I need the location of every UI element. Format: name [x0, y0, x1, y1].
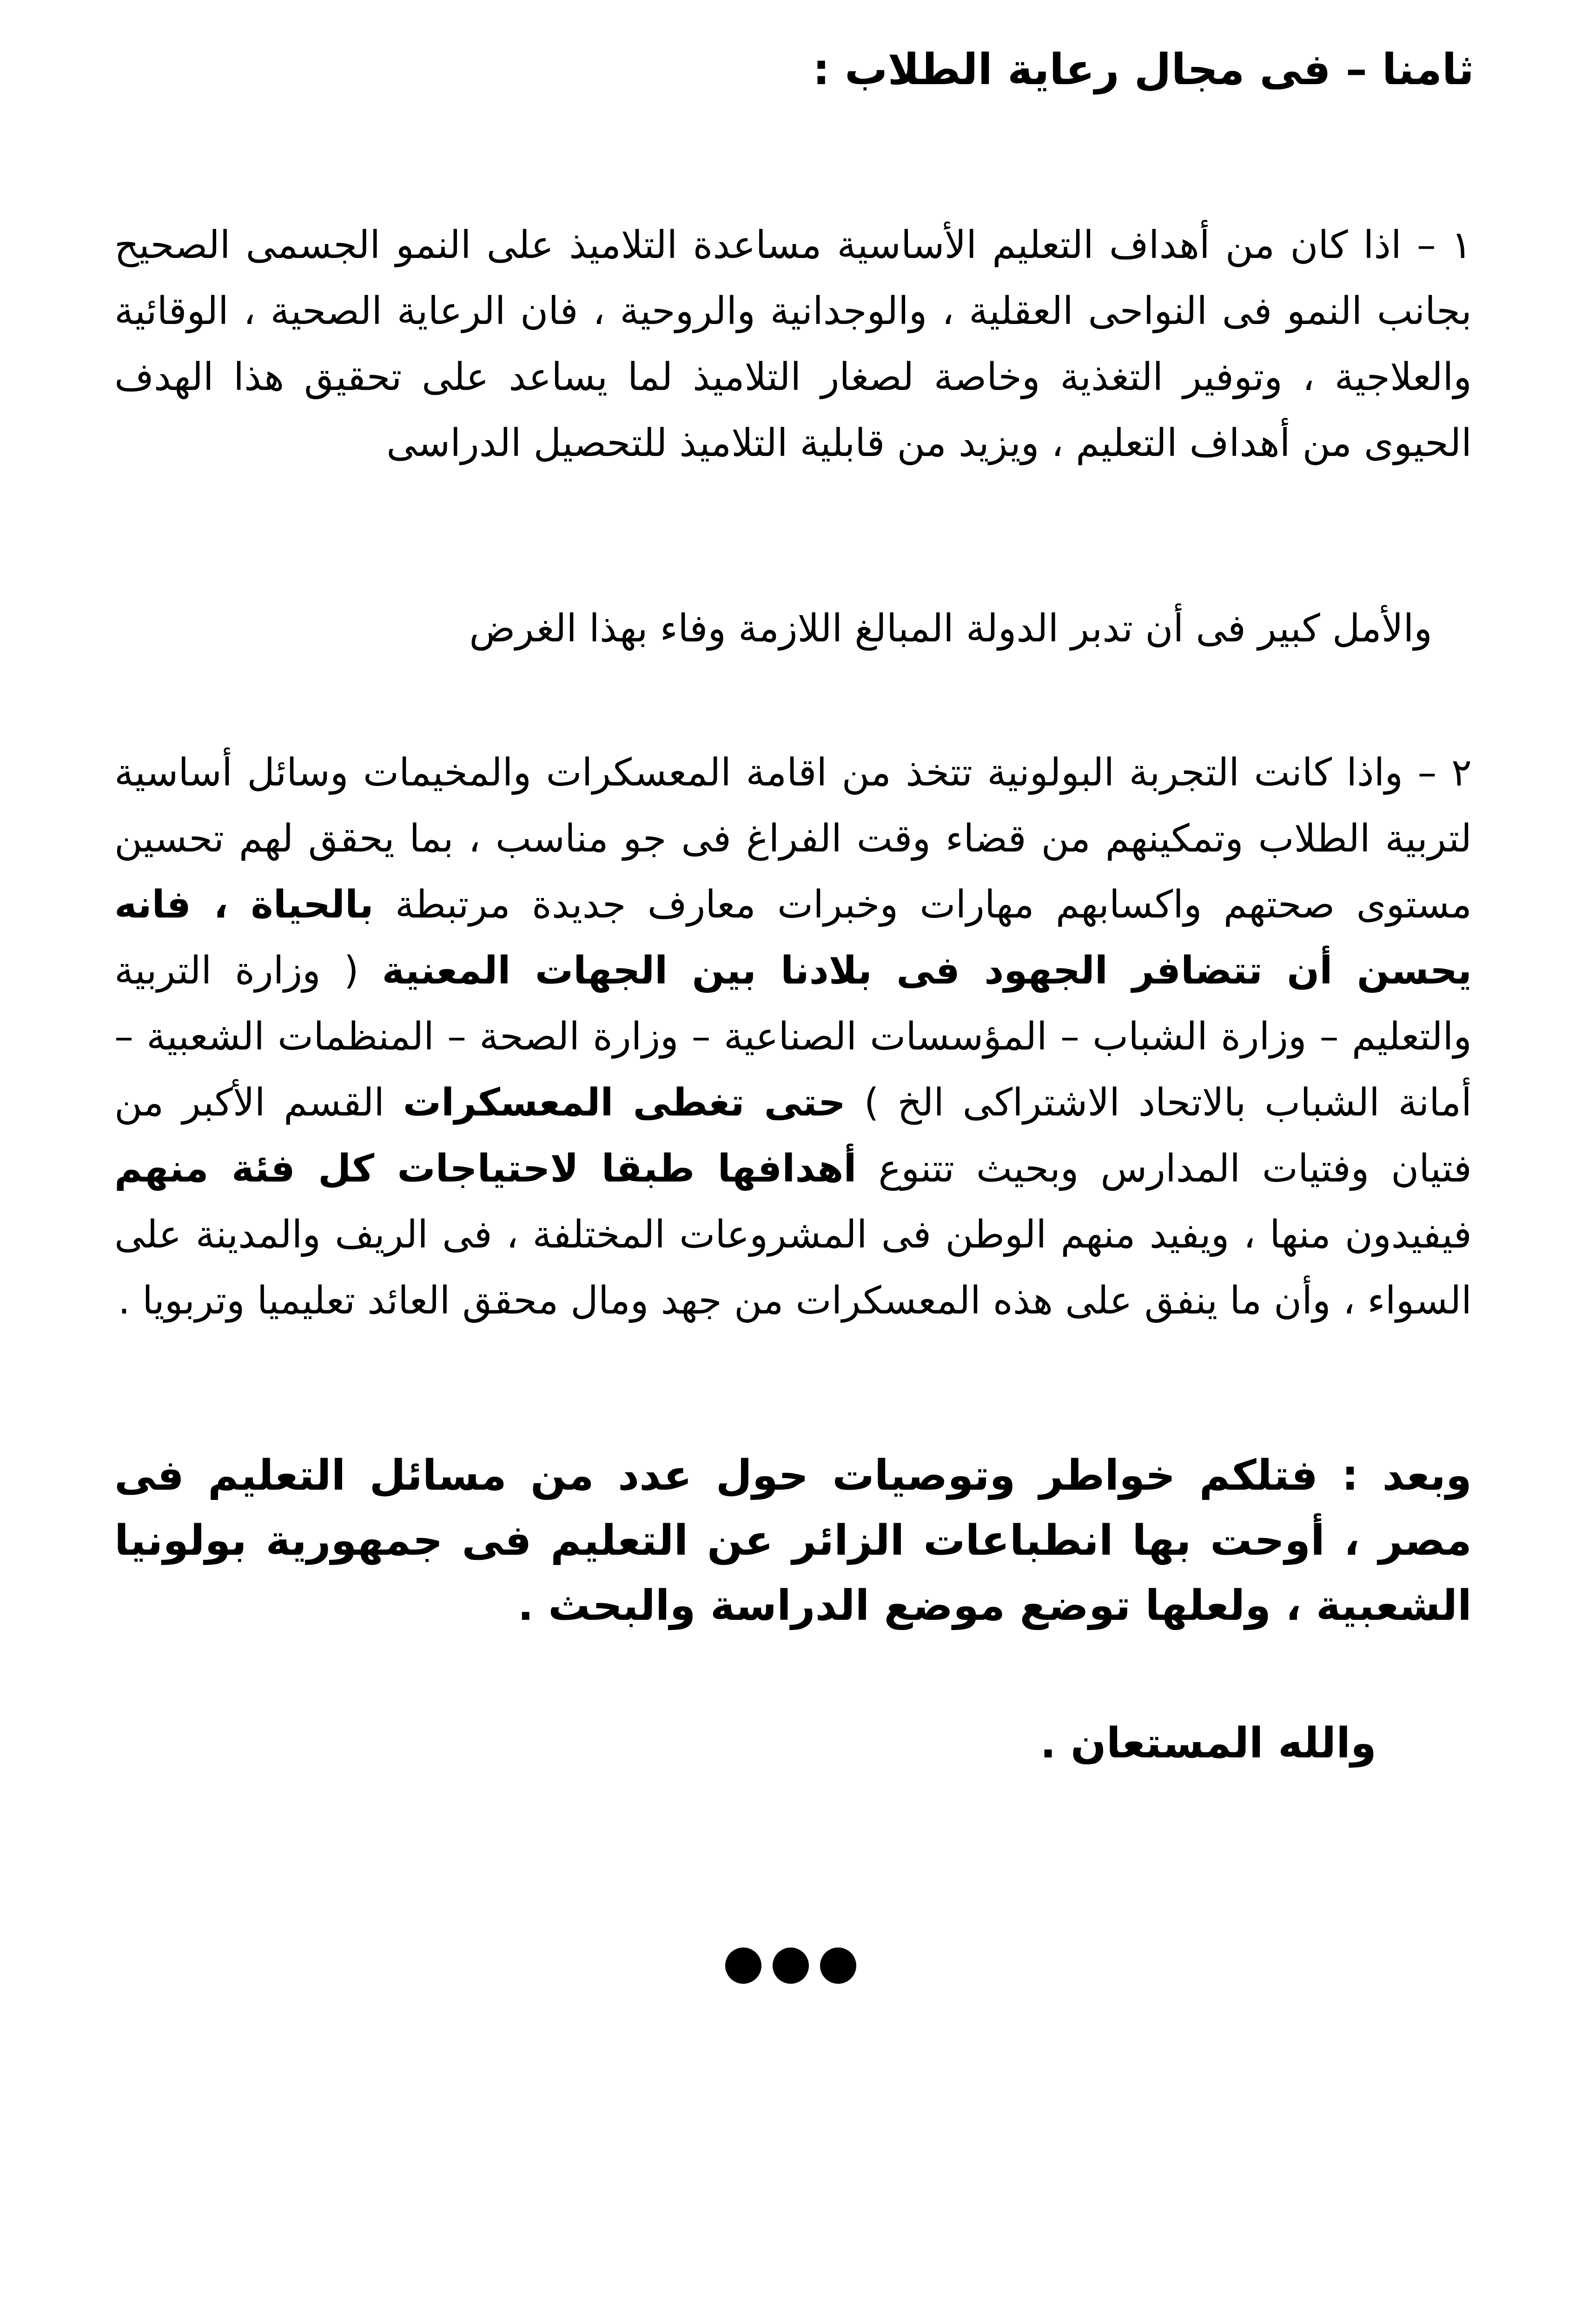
- paragraph-camps: [114, 740, 1472, 1334]
- camps-text-1: ٢ – واذا كانت التجربة البولونية تتخذ من اقامة المعسكرات والمخيمات وسائل أساسية لتربية الطلاب وتمكينهم من قضاء وقت الفراغ فى جو مناسب ، بما يحقق لهم تحسين مستوى صحتهم واكسابهم مهارات وخبرات معارف جديدة مرتبطة: [114, 751, 1472, 927]
- camps-text-4: فيفيدون منها ، ويفيد منهم الوطن فى المشروعات المختلفة ، فى الريف والمدينة على السواء ، وأن ما ينفق على هذه المعسكرات من جهد ومال محقق العائد تعليميا وتربويا .: [114, 1213, 1472, 1323]
- paragraph-health-care: ١ – اذا كان من أهداف التعليم الأساسية مساعدة التلاميذ على النمو الجسمى الصحيح بجانب النمو فى النواحى العقلية ، والوجدانية والروحية ، فان الرعاية الصحية ، الوقائية والعلاجية ، وتوفير التغذية وخاصة لصغار التلاميذ لما يساعد على تحقيق هذا الهدف الحيوى من أهداف التعليم ، ويزيد من قابلية التلاميذ للتحصيل الدراسى: [114, 223, 1472, 465]
- section-divider-dots: [725, 1948, 856, 1984]
- camps-emphasis-3: أهدافها طبقا لاحتياجات كل فئة منهم: [114, 1147, 857, 1191]
- camps-text-3: القسم الأكبر من فتيان وفتيات المدارس وبحيث تتنوع: [114, 1081, 1472, 1191]
- paragraph-final: والله المستعان .: [1040, 1719, 1376, 1768]
- camps-emphasis-1: بالحياة ، فانه يحسن أن تتضافر الجهود فى بلادنا بين الجهات المعنية: [114, 883, 1472, 993]
- divider-dot: [773, 1948, 809, 1984]
- paragraph-hope: والأمل كبير فى أن تدبر الدولة المبالغ اللازمة وفاء بهذا الغرض: [469, 607, 1432, 651]
- paragraph-closing: وبعد : فتلكم خواطر وتوصيات حول عدد من مسائل التعليم فى مصر ، أوحت بها انطباعات الزائر عن التعليم فى جمهورية بولونيا الشعبية ، ولعلها توضع موضع الدراسة والبحث .: [114, 1451, 1472, 1630]
- section-heading: ثامنا – فى مجال رعاية الطلاب :: [813, 45, 1474, 94]
- camps-emphasis-2: حتى تغطى المعسكرات: [403, 1081, 846, 1125]
- divider-dot: [725, 1948, 761, 1984]
- camps-text-2: ( وزارة التربية والتعليم – وزارة الشباب – المؤسسات الصناعية – وزارة الصحة – المنظمات الشعبية – أمانة الشباب بالاتحاد الاشتراكى الخ ): [114, 949, 1472, 1125]
- divider-dot: [820, 1948, 856, 1984]
